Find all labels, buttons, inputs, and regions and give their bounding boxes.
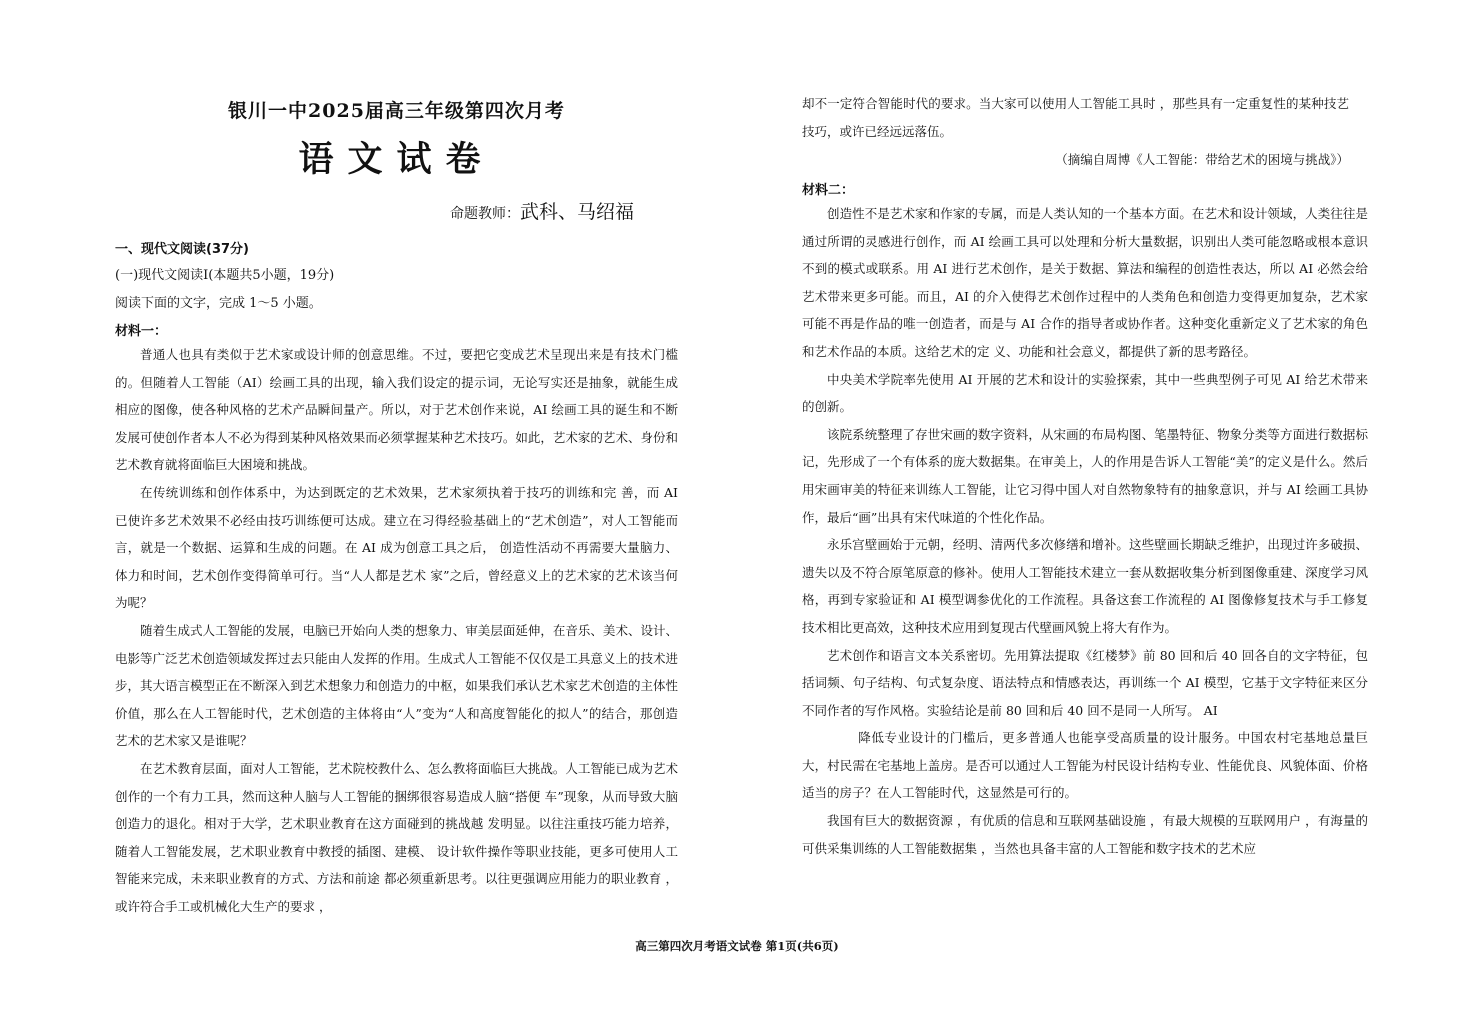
sub-heading: (一)现代文阅读Ⅰ(本题共5小题，19分) xyxy=(115,268,335,283)
section-heading: 一、现代文阅读(37分) xyxy=(115,242,249,257)
exam-title: 银川一中2025届高三年级第四次月考 xyxy=(228,100,565,122)
paragraph: 在艺术教育层面，面对人工智能，艺术院校教什么、怎么教将面临巨大挑战。人工智能已成为艺术创作的一个有力工具，然而这种人脑与人工智能的捆绑很容易造成人脑“搭便 车”现象，从而导致大脑创造力的退化。相对于大学，艺术职业教育在这方面碰到的挑战越 发明显。以往注重技巧能力培养，随着人工智能发展，艺术职业教育中教授的插图、建模、 设计软件操作等职业技能，更多可使用人工智能来完成，未来职业教育的方式、方法和前途 都必须重新思考。以往更强调应用能力的职业教育 ，或许符合手工或机械化大生产的要求 ， xyxy=(115,760,678,914)
material-1-continued xyxy=(802,90,1349,145)
material-1-source: （摘编自周博《人工智能：带给艺术的困境与挑战》） xyxy=(1055,152,1349,167)
teacher-names: 武科、马绍福 xyxy=(520,201,635,223)
paragraph: 随着生成式人工智能的发展，电脑已开始向人类的想象力、审美层面延伸，在音乐、美术、设计、电影等广泛艺术创造领域发挥过去只能由人发挥的作用。生成式人工智能不仅仅是工具意义上的技术进步，其大语言模型正在不断深入到艺术想象力和创造力的中枢，如果我们承认艺术家艺术创造的主体性价值，那么在人工智能时代，艺术创造的主体将由“人”变为“人和高度智能化的拟人”的结合，那创造艺术的艺术家又是谁呢？ xyxy=(115,622,678,749)
teacher-label: 命题教师： xyxy=(450,206,520,222)
material-2-label: 材料二： xyxy=(802,183,855,198)
paragraph: 普通人也具有类似于艺术家或设计师的创意思维。不过，要把它变成艺术呈现出来是有技术门槛的。但随着人工智能（AI）绘画工具的出现，输入我们设定的提示词，无论写实还是抽象，就能生成相应的图像，使各种风格的艺术产品瞬间量产。所以，对于艺术创作来说，AI 绘画工具的诞生和不断发展可使创作者本人不必为得到某种风格效果而必须掌握某种艺术技巧。如此，艺术家的艺术、身份和艺术教育就将面临巨大困境和挑战。 xyxy=(115,347,678,473)
paragraph: 永乐宫壁画始于元朝，经明、清两代多次修缮和增补。这些壁画长期缺乏维护，出现过许多破损、遗失以及不符合原笔原意的修补。使用人工智能技术建立一套从数据收集分析到图像重建、深度学习风格，再到专家验证和 AI 模型调参优化的工作流程。具备这套工作流程的 AI 图像修复技术与手工修复技术相比更高效，这种技术应用到复现古代壁画风貌上将大有作为。 xyxy=(802,537,1368,635)
material-1-body xyxy=(115,341,678,920)
instruction: 阅读下面的文字，完成 1～5 小题。 xyxy=(115,296,322,311)
doc-title: 语文试卷 xyxy=(298,139,495,180)
paragraph: 该院系统整理了存世宋画的数字资料，从宋画的布局构图、笔墨特征、物象分类等方面进行数据标记，先形成了一个有体系的庞大数据集。在审美上，人的作用是告诉人工智能“美”的定义是什么。然后用宋画审美的特征来训练人工智能，让它习得中国人对自然物象特有的抽象意识，并与 AI 绘画工具协作，最后“画”出具有宋代味道的个性化作品。 xyxy=(802,426,1368,525)
paragraph: 我国有巨大的数据资源 ，有优质的信息和互联网基础设施 ，有最大规模的互联网用户 ，有海量的可供采集训练的人工智能数据集 ，当然也具备丰富的人工智能和数字技术的艺术应 xyxy=(802,813,1368,856)
teacher-line xyxy=(450,197,634,224)
paragraph: 却不一定符合智能时代的要求。当大家可以使用人工智能工具时 ，那些具有一定重复性的某种技艺技巧，或许已经远远落伍。 xyxy=(802,96,1349,139)
paragraph: 在传统训练和创作体系中，为达到既定的艺术效果，艺术家须执着于技巧的训练和完 善，而 AI 已使许多艺术效果不必经由技巧训练便可达成。建立在习得经验基础上的“艺术创造”，对人工智能而言，就是一个数据、运算和生成的问题。在 AI 成为创意工具之后， 创造性活动不再需要大量脑力、体力和时间，艺术创作变得简单可行。当“人人都是艺术 家”之后，曾经意义上的艺术家的艺术该当何为呢？ xyxy=(115,484,678,611)
paragraph: 艺术创作和语言文本关系密切。先用算法提取《红楼梦》前 80 回和后 40 回各自的文字特征，包括词频、句子结构、句式复杂度、语法特点和情感表达，再训练一个 AI 模型，它基于文字特征来区分不同作者的写作风格。实验结论是前 80 回和后 40 回不是同一人所写。 AI xyxy=(802,647,1368,718)
paragraph: 中央美术学院率先使用 AI 开展的艺术和设计的实验探索，其中一些典型例子可见 AI 给艺术带来的创新。 xyxy=(802,371,1368,415)
paragraph: 降低专业设计的门槛后，更多普通人也能享受高质量的设计服务。中国农村宅基地总量巨大，村民需在宅基地上盖房。是否可以通过人工智能为村民设计结构专业、性能优良、风貌体面、价格适当的房子？在人工智能时代，这显然是可行的。 xyxy=(802,730,1368,801)
page-footer: 高三第四次月考语文试卷 第1页(共6页) xyxy=(635,939,839,953)
material-2-body xyxy=(802,200,1368,862)
paragraph: 创造性不是艺术家和作家的专属，而是人类认知的一个基本方面。在艺术和设计领域，人类往往是通过所谓的灵感进行创作，而 AI 绘画工具可以处理和分析大量数据，识别出人类可能忽略或根本意识不到的模式或联系。用 AI 进行艺术创作，是关于数据、算法和编程的创造性表达，所以 AI 必然会给艺术带来更多可能。而且，AI 的介入使得艺术创作过程中的人类角色和创造力变得更加复杂，艺术家可能不再是作品的唯一创造者，而是与 AI 合作的指导者或协作者。这种变化重新定义了艺术家的角色和艺术作品的本质。这给艺术的定 义、功能和社会意义，都提供了新的思考路径。 xyxy=(802,206,1368,359)
material-1-label: 材料一： xyxy=(115,324,168,339)
